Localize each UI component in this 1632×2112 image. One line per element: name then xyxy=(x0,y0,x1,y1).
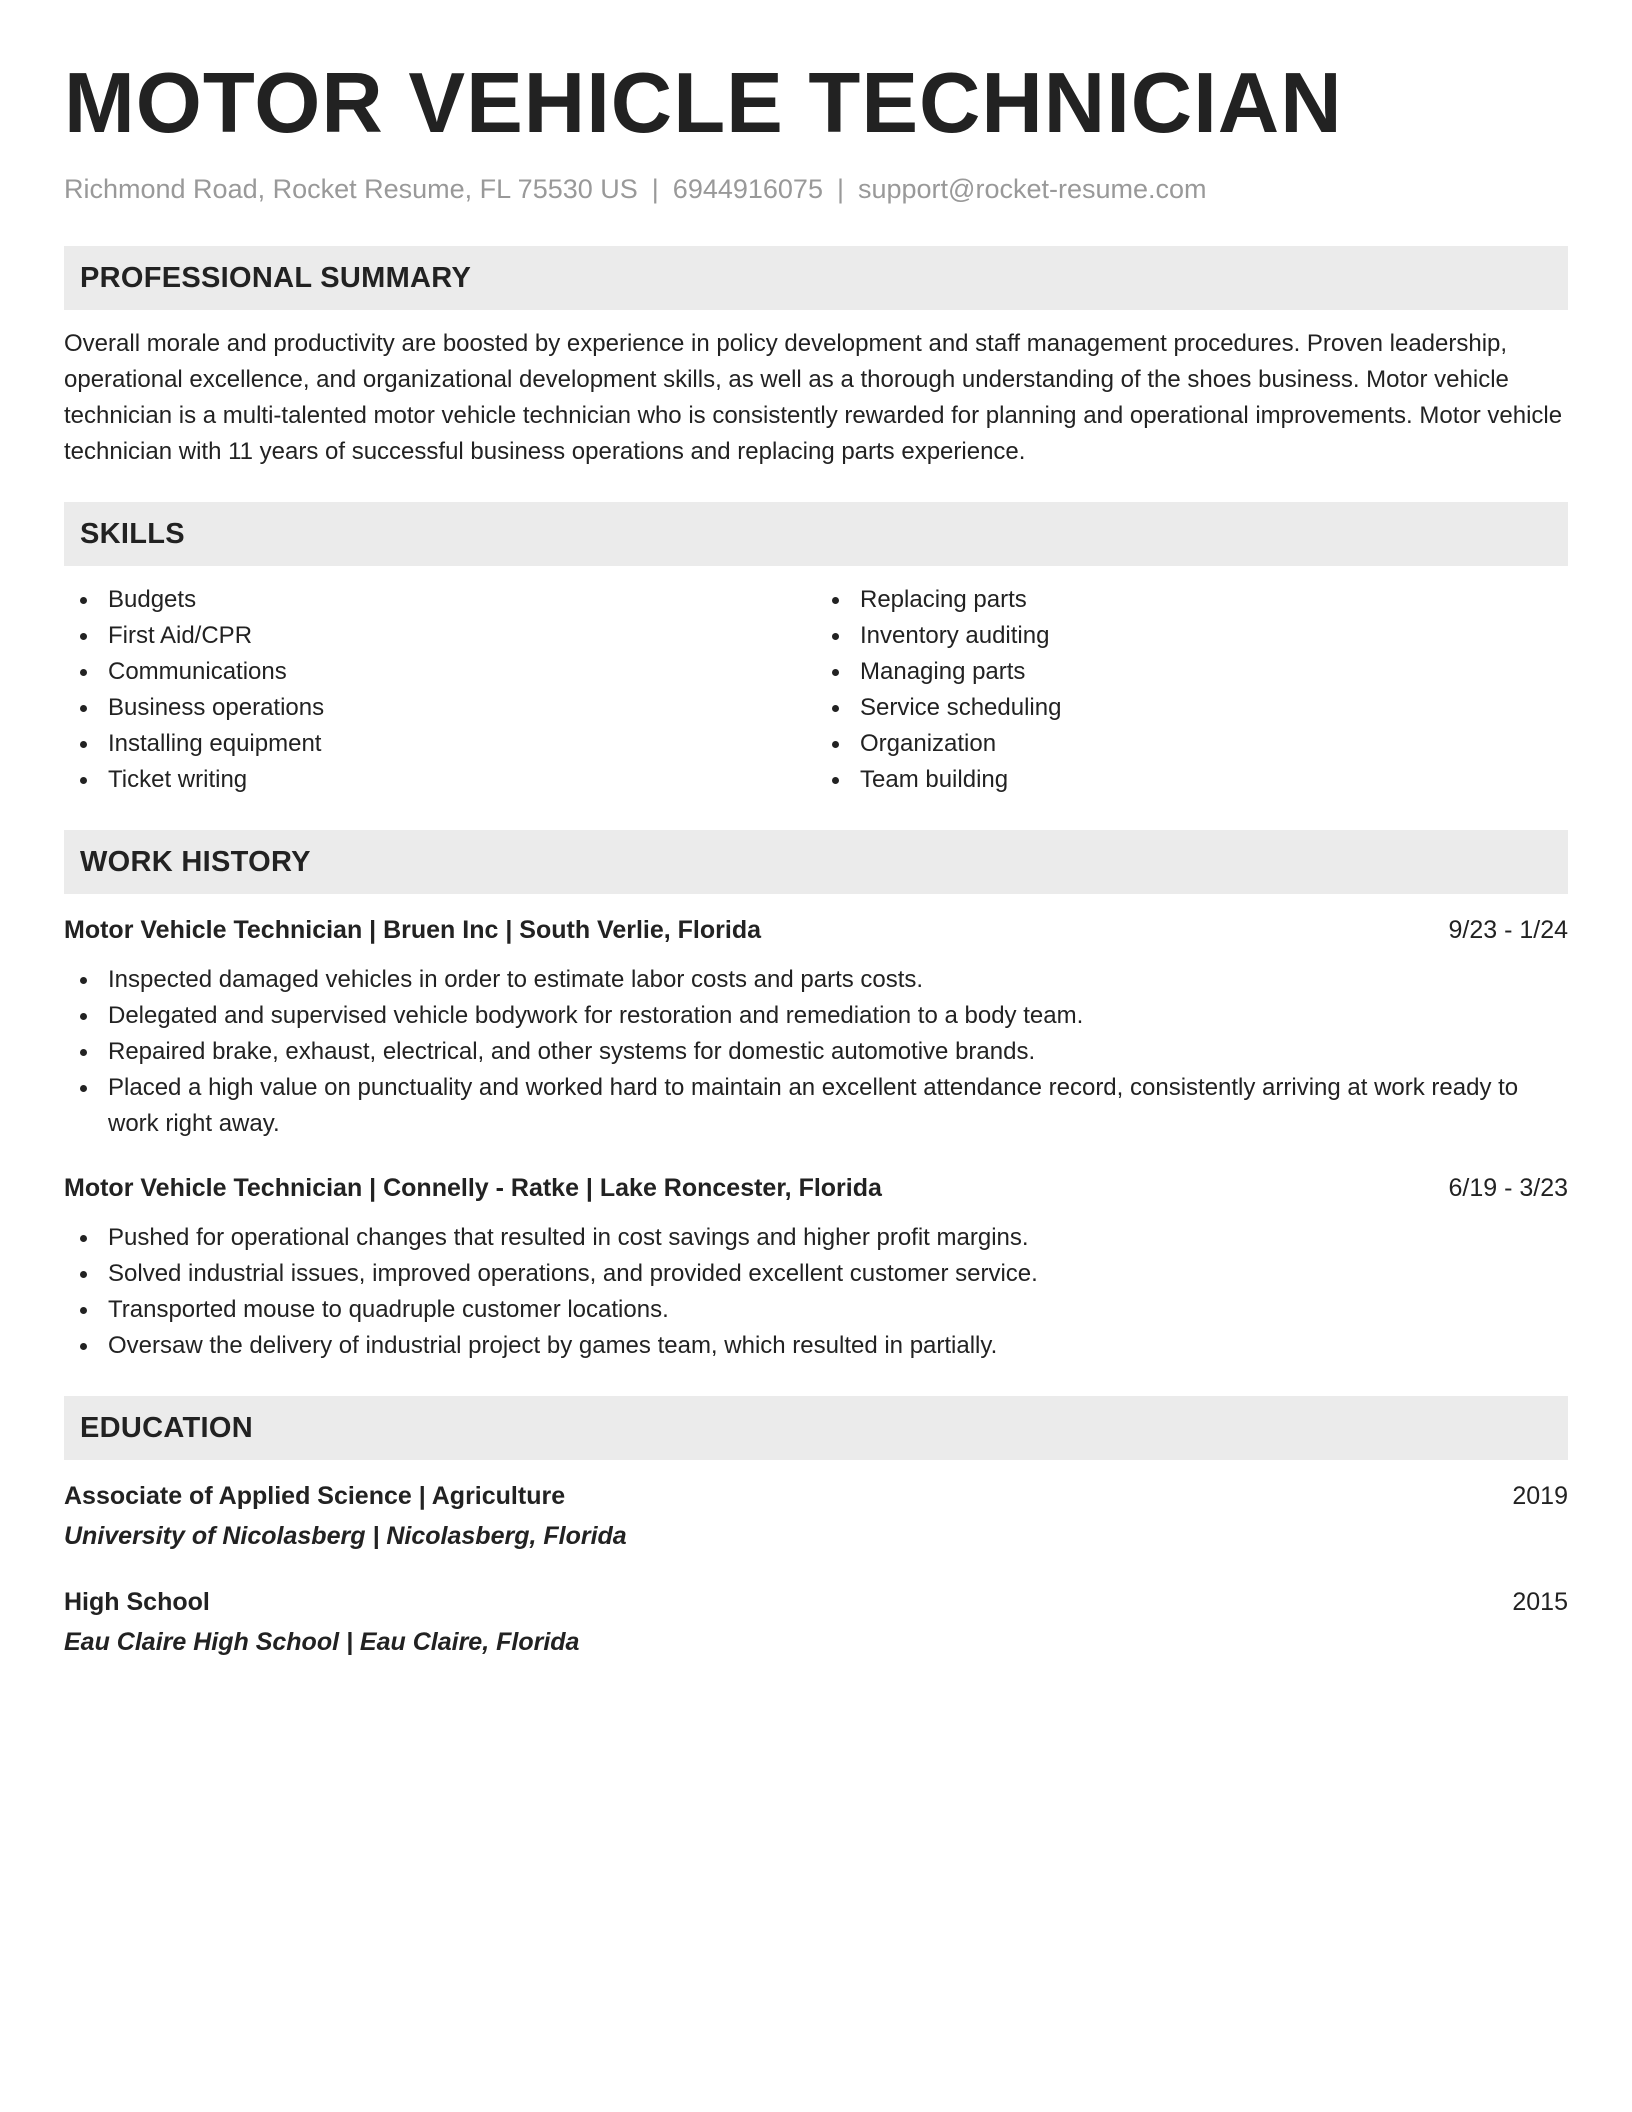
candidate-name: MOTOR VEHICLE TECHNICIAN xyxy=(64,56,1343,151)
job-header xyxy=(64,1170,1568,1206)
contact-address: Richmond Road, Rocket Resume, FL 75530 US xyxy=(64,174,638,204)
section-heading-education: EDUCATION xyxy=(64,1396,1568,1460)
job-bullet: Placed a high value on punctuality and worked hard to maintain an excellent attendance record, consistently arriving at work ready to work right away. xyxy=(64,1070,1568,1142)
skill-item: Communications xyxy=(64,654,816,690)
contact-phone: 6944916075 xyxy=(672,174,823,204)
job-bullet: Repaired brake, exhaust, electrical, and other systems for domestic automotive brands. xyxy=(64,1034,1568,1070)
section-heading-work-history: WORK HISTORY xyxy=(64,830,1568,894)
contact-separator: | xyxy=(651,174,659,204)
education-entry xyxy=(64,1584,1568,1660)
contact-separator: | xyxy=(836,174,844,204)
job-bullet: Transported mouse to quadruple customer locations. xyxy=(64,1292,1568,1328)
skill-item: Managing parts xyxy=(816,654,1568,690)
section-heading-summary: PROFESSIONAL SUMMARY xyxy=(64,246,1568,310)
contact-line xyxy=(64,172,1568,206)
education-degree: Associate of Applied Science | Agriculture xyxy=(64,1482,566,1510)
education-degree: High School xyxy=(64,1588,210,1616)
education-header xyxy=(64,1584,1568,1620)
job-bullets xyxy=(64,962,1568,1142)
skill-item: Business operations xyxy=(64,690,816,726)
skill-item: Installing equipment xyxy=(64,726,816,762)
skill-item: Team building xyxy=(816,762,1568,798)
education-school: Eau Claire High School | Eau Claire, Florida xyxy=(64,1628,580,1656)
contact-email: support@rocket-resume.com xyxy=(857,174,1207,204)
job-bullets xyxy=(64,1220,1568,1364)
skill-item: Budgets xyxy=(64,582,816,618)
education-header xyxy=(64,1478,1568,1514)
skill-item: Inventory auditing xyxy=(816,618,1568,654)
job-title: Motor Vehicle Technician | Bruen Inc | South Verlie, Florida xyxy=(64,916,761,944)
education-entry xyxy=(64,1478,1568,1554)
job-title: Motor Vehicle Technician | Connelly - Ratke | Lake Roncester, Florida xyxy=(64,1174,882,1202)
job-entry xyxy=(64,1170,1568,1364)
job-bullet: Solved industrial issues, improved operations, and provided excellent customer service. xyxy=(64,1256,1568,1292)
skills-column-left xyxy=(64,582,816,798)
education-year: 2019 xyxy=(1512,1482,1568,1510)
job-bullet: Oversaw the delivery of industrial project by games team, which resulted in partially. xyxy=(64,1328,1568,1364)
skills-column-right xyxy=(816,582,1568,798)
job-header xyxy=(64,912,1568,948)
job-dates: 6/19 - 3/23 xyxy=(1448,1174,1568,1202)
job-dates: 9/23 - 1/24 xyxy=(1448,916,1568,944)
job-bullet: Pushed for operational changes that resulted in cost savings and higher profit margins. xyxy=(64,1220,1568,1256)
skill-item: Organization xyxy=(816,726,1568,762)
section-heading-skills: SKILLS xyxy=(64,502,1568,566)
skill-item: Replacing parts xyxy=(816,582,1568,618)
job-bullet: Delegated and supervised vehicle bodywork for restoration and remediation to a body team. xyxy=(64,998,1568,1034)
summary-text: Overall morale and productivity are boosted by experience in policy development and staff management procedures. Proven leadership, operational excellence, and organizational development skills, as well as a thorough understanding of the shoes business. Motor vehicle technician is a multi-talented motor vehicle technician who is consistently rewarded for planning and operational improvements. Motor vehicle technician with 11 years of successful business operations and replacing parts experience. xyxy=(64,330,1563,465)
education-year: 2015 xyxy=(1512,1588,1568,1616)
skill-item: Service scheduling xyxy=(816,690,1568,726)
job-bullet: Inspected damaged vehicles in order to estimate labor costs and parts costs. xyxy=(64,962,1568,998)
skill-item: Ticket writing xyxy=(64,762,816,798)
education-school: University of Nicolasberg | Nicolasberg, Florida xyxy=(64,1522,627,1550)
skill-item: First Aid/CPR xyxy=(64,618,816,654)
job-entry xyxy=(64,912,1568,1142)
skills-list xyxy=(64,582,1568,798)
